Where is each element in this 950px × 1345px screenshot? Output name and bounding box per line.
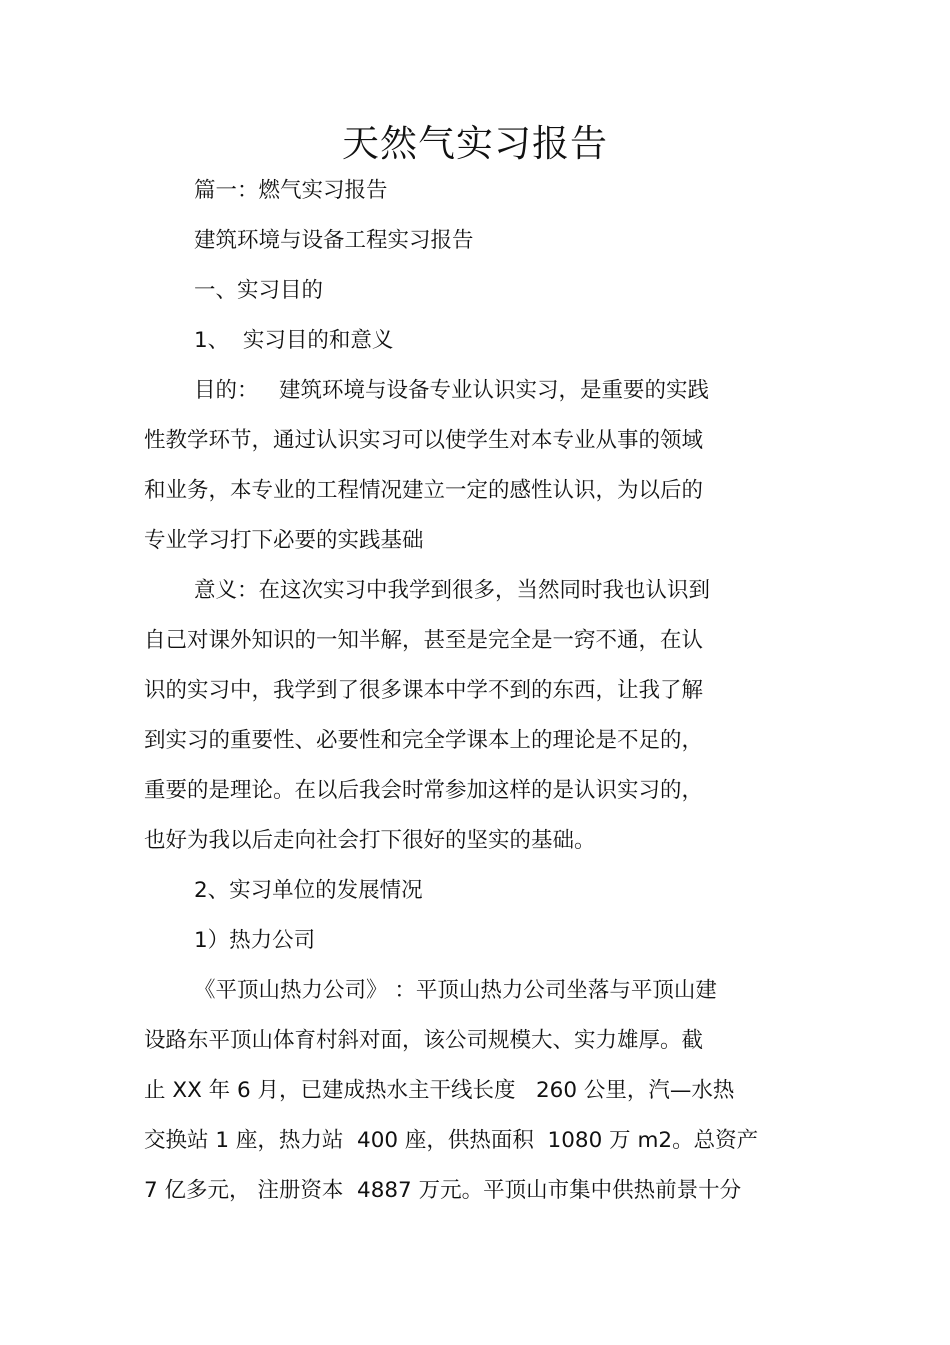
paragraph-line: 《平顶山热力公司》 ：平顶山热力公司坐落与平顶山建 (194, 978, 717, 1003)
report-subtitle: 建筑环境与设备工程实习报告 (194, 228, 474, 253)
paragraph-line: 性教学环节，通过认识实习可以使学生对本专业从事的领域 (144, 428, 704, 453)
paragraph-line: 目的： 建筑环境与设备专业认识实习，是重要的实践 (194, 378, 710, 403)
section-heading-part-one: 篇一：燃气实习报告 (194, 178, 388, 203)
paragraph-line: 7 亿多元， 注册资本 4887 万元。平顶山市集中供热前景十分 (144, 1178, 742, 1203)
paragraph-line: 设路东平顶山体育村斜对面，该公司规模大、实力雄厚。截 (144, 1028, 704, 1053)
paragraph-line: 意义：在这次实习中我学到很多，当然同时我也认识到 (194, 578, 711, 603)
paragraph-line: 和业务，本专业的工程情况建立一定的感性认识，为以后的 (144, 478, 704, 503)
subsection-heading-purpose-meaning: 1、 实习目的和意义 (194, 328, 394, 353)
section-heading-purpose: 一、实习目的 (194, 278, 324, 303)
paragraph-line: 自己对课外知识的一知半解，甚至是完全是一窍不通，在认 (144, 628, 704, 653)
paragraph-line: 专业学习打下必要的实践基础 (144, 528, 424, 553)
paragraph-line: 也好为我以后走向社会打下很好的坚实的基础。 (144, 828, 596, 853)
paragraph-line: 重要的是理论。在以后我会时常参加这样的是认识实习的， (144, 778, 704, 803)
subsection-heading-unit-development: 2、实习单位的发展情况 (194, 878, 423, 903)
paragraph-line: 止 XX 年 6 月，已建成热水主干线长度 260 公里，汽—水热 (144, 1078, 735, 1103)
subsection-heading-heating-company: 1）热力公司 (194, 928, 316, 953)
document-title: 天然气实习报告 (342, 122, 608, 165)
paragraph-line: 识的实习中，我学到了很多课本中学不到的东西，让我了解 (144, 678, 704, 703)
paragraph-line: 到实习的重要性、必要性和完全学课本上的理论是不足的， (144, 728, 704, 753)
paragraph-line: 交换站 1 座，热力站 400 座，供热面积 1080 万 m2。总资产 (144, 1128, 759, 1153)
